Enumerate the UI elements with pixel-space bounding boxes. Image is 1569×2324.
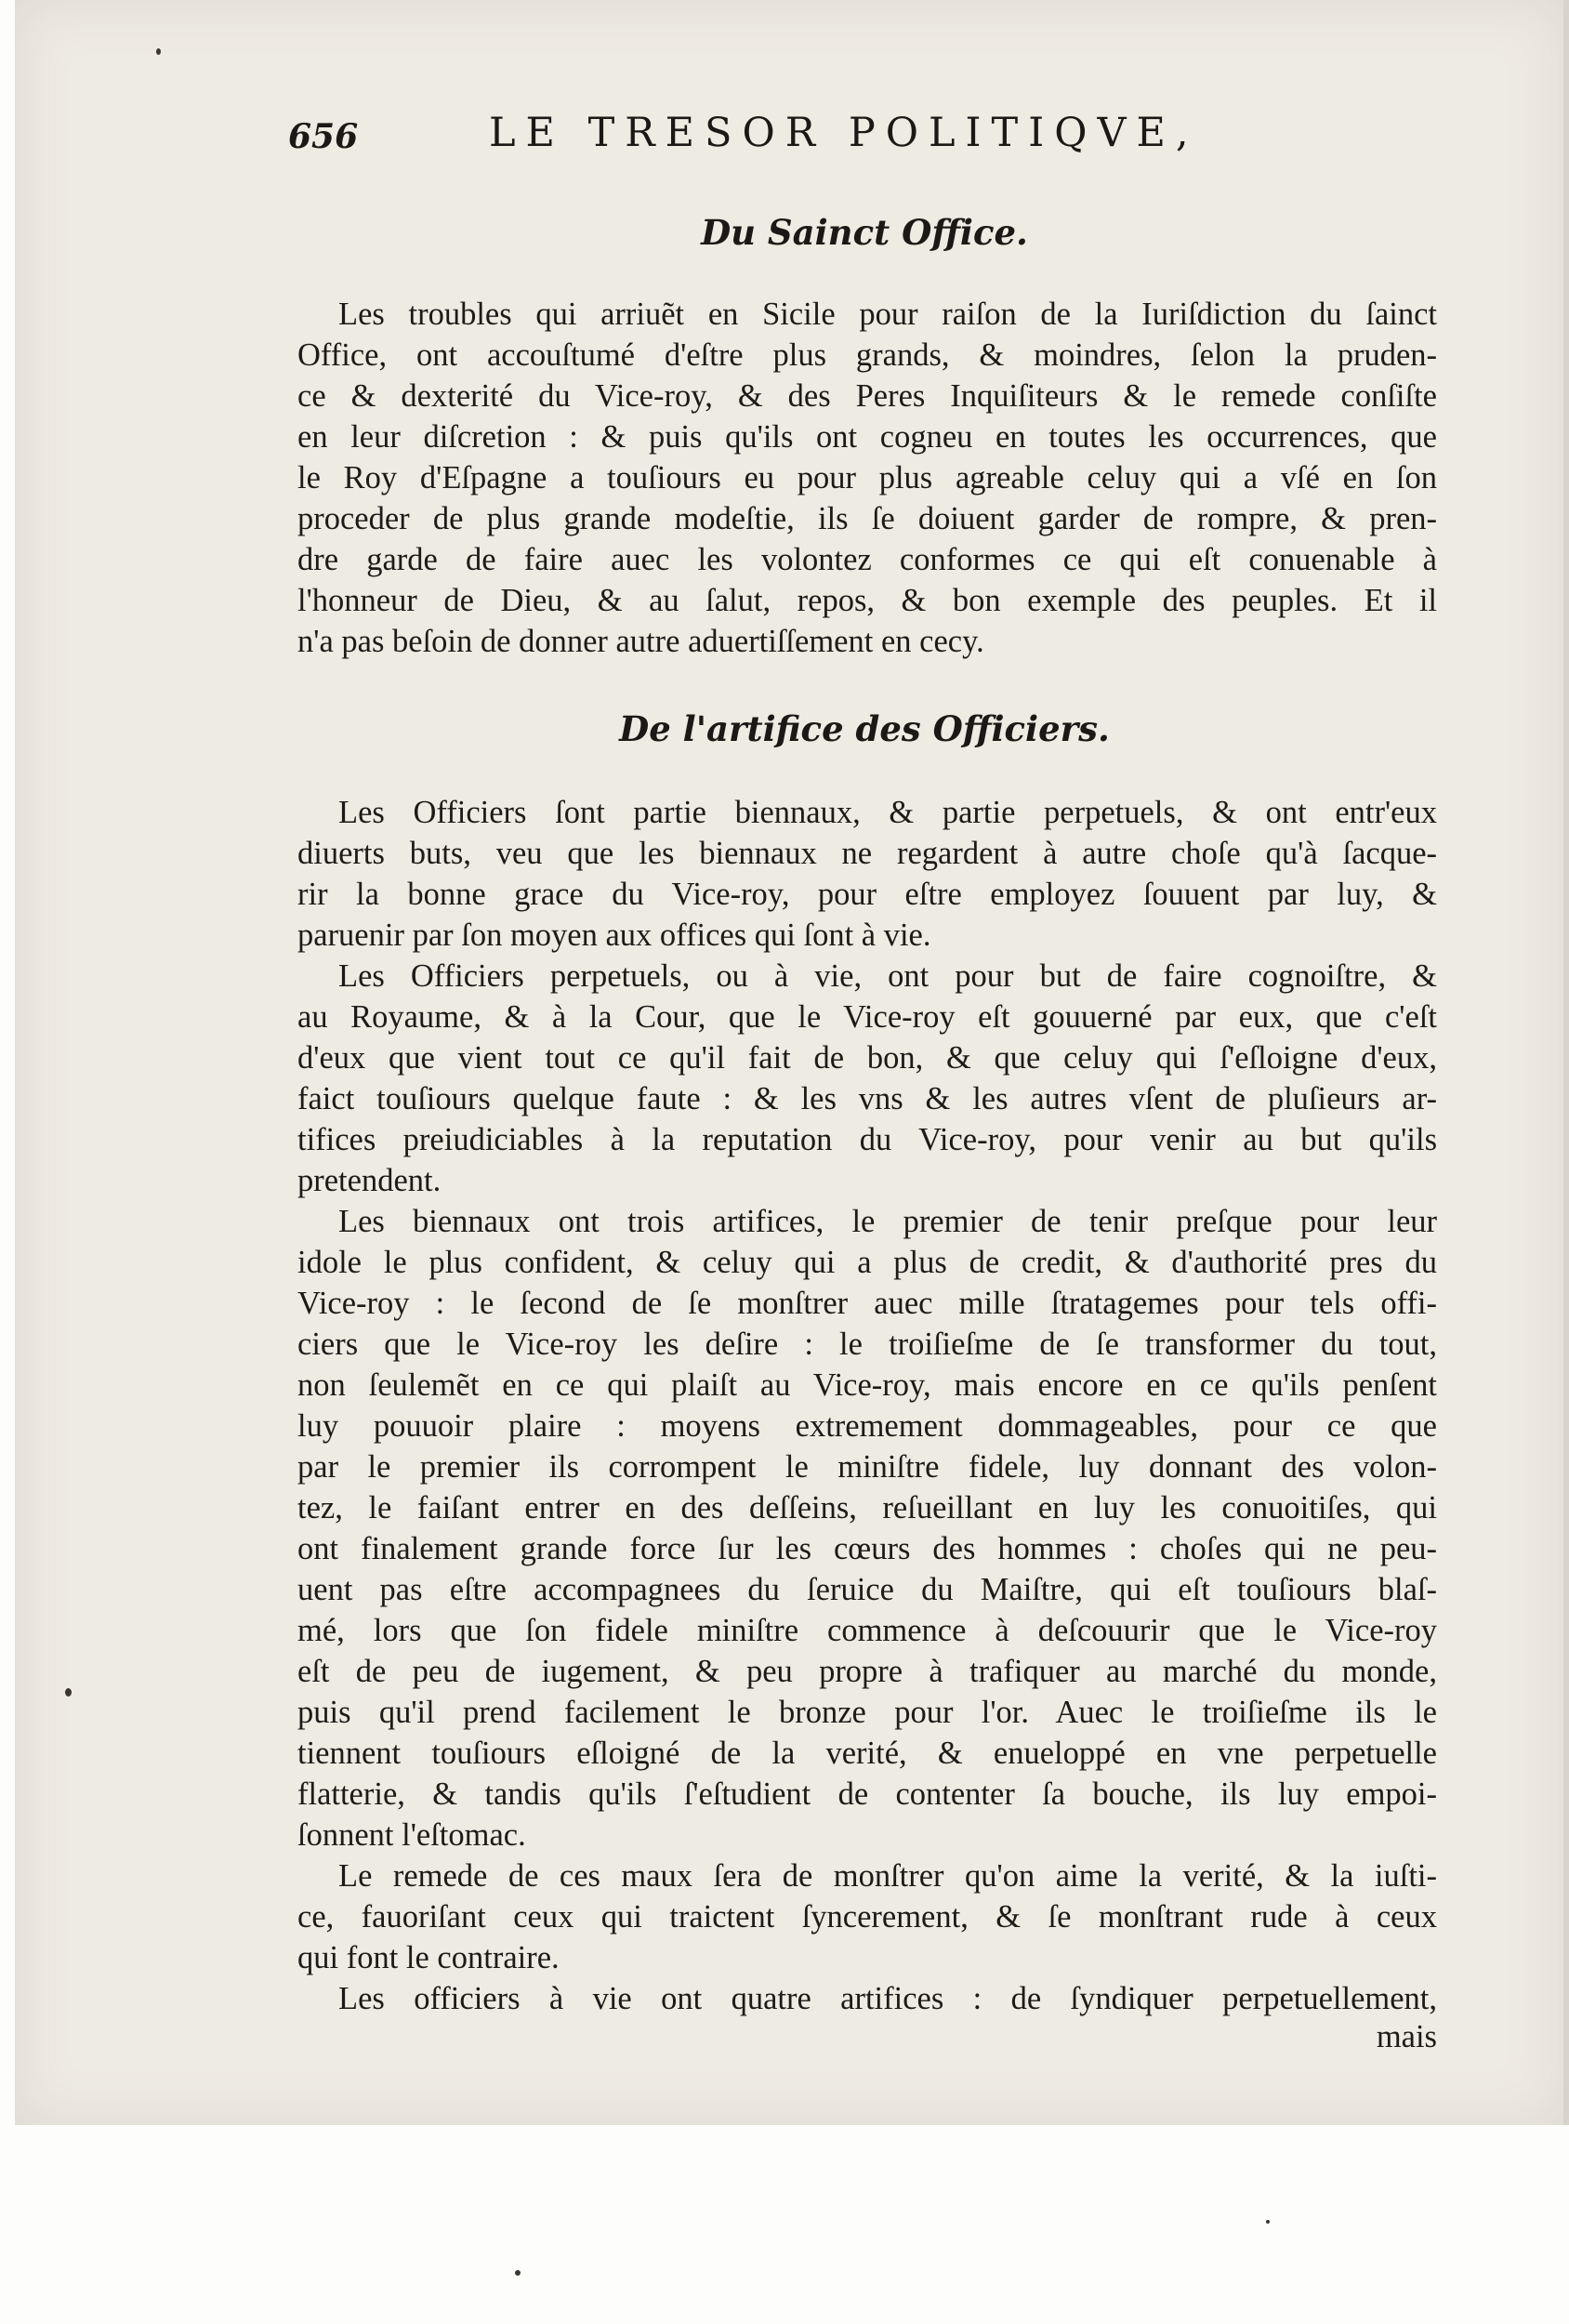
text-line: ſonnent l'eſtomac. — [297, 1817, 526, 1853]
text-line: n'a pas beſoin de donner autre aduertiſſement en cecy. — [297, 624, 984, 659]
text-line: Les officiers à vie ont quatre artifices : de ſyndiquer perpetuellement, — [338, 1981, 1437, 2016]
text-line: flatterie, & tandis qu'ils ſ'eſtudient de contenter ſa bouche, ils luy empoi- — [297, 1776, 1437, 1812]
text-line: eſt de peu de iugement, & peu propre à trafiquer au marché du monde, — [297, 1654, 1437, 1689]
text-line: proceder de plus grande modeſtie, ils ſe doiuent garder de rompre, & pren- — [297, 501, 1437, 536]
text-line: Les Officiers ſont partie biennaux, & partie perpetuels, & ont entr'eux — [338, 795, 1437, 830]
text-line: Le remede de ces maux ſera de monſtrer qu'on aime la verité, & la iuſti- — [338, 1858, 1437, 1894]
text-line: qui font le contraire. — [297, 1940, 560, 1975]
section-heading-artifice-officiers: De l'artifice des Officiers. — [619, 708, 1110, 749]
text-line: paruenir par ſon moyen aux offices qui ſont à vie. — [297, 918, 931, 953]
text-line: ont finalement grande force ſur les cœurs des hommes : choſes qui ne peu- — [297, 1531, 1437, 1566]
section-heading-saint-office: Du Sainct Office. — [701, 212, 1028, 253]
text-line: faict touſiours quelque faute : & les vns & les autres vſent de pluſieurs ar- — [297, 1081, 1437, 1116]
catchword: mais — [1376, 2019, 1437, 2054]
text-line: uent pas eſtre accompagnees du ſeruice du Maiſtre, qui eſt touſiours blaſ- — [297, 1572, 1437, 1607]
paper-speck — [515, 2270, 521, 2276]
text-line: au Royaume, & à la Cour, que le Vice-roy eſt gouuerné par eux, que c'eſt — [297, 999, 1437, 1035]
text-line: le Roy d'Eſpagne a touſiours eu pour plus agreable celuy qui a vſé en ſon — [297, 460, 1437, 495]
text-line: puis qu'il prend facilement le bronze pour l'or. Auec le troiſieſme ils le — [297, 1695, 1437, 1730]
text-line: idole le plus confident, & celuy qui a plus de credit, & d'authorité pres du — [297, 1245, 1437, 1280]
page-number: 656 — [288, 117, 359, 156]
text-line: mé, lors que ſon fidele miniſtre commence à deſcouurir que le Vice-roy — [297, 1613, 1437, 1648]
text-line: rir la bonne grace du Vice-roy, pour eſtre employez ſouuent par luy, & — [297, 877, 1437, 912]
text-line: Les troubles qui arriuẽt en Sicile pour raiſon de la Iuriſdiction du ſainct — [338, 297, 1437, 332]
text-line: ce & dexterité du Vice-roy, & des Peres Inquiſiteurs & le remede conſiſte — [297, 378, 1437, 414]
text-line: Office, ont accouſtumé d'eſtre plus grands, & moindres, ſelon la pruden- — [297, 337, 1437, 373]
text-line: non ſeulemẽt en ce qui plaiſt au Vice-roy, mais encore en ce qu'ils penſent — [297, 1367, 1437, 1403]
page-header — [288, 110, 1441, 165]
text-line: Les Officiers perpetuels, ou à vie, ont pour but de faire cognoiſtre, & — [338, 958, 1437, 994]
text-line: luy pouuoir plaire : moyens extremement dommageables, pour ce que — [297, 1408, 1437, 1444]
running-title: LE TRESOR POLITIQVE, — [489, 110, 1199, 156]
text-line: ciers que le Vice-roy les deſire : le troiſieſme de ſe transformer du tout, — [297, 1327, 1437, 1362]
text-line: en leur diſcretion : & puis qu'ils ont cogneu en toutes les occurrences, que — [297, 419, 1437, 455]
text-line: d'eux que vient tout ce qu'il fait de bon, & que celuy qui ſ'eſloigne d'eux, — [297, 1040, 1437, 1076]
text-line: tiennent touſiours eſloigné de la verité, & enueloppé en vne perpetuelle — [297, 1736, 1437, 1771]
paper-speck — [156, 48, 161, 55]
text-line: l'honneur de Dieu, & au ſalut, repos, & bon exemple des peuples. Et il — [297, 583, 1437, 618]
text-line: Vice-roy : le ſecond de ſe monſtrer auec mille ſtratagemes pour tels offi- — [297, 1286, 1437, 1321]
text-line: ce, fauoriſant ceux qui traictent ſyncerement, & ſe monſtrant rude à ceux — [297, 1899, 1437, 1934]
paper-speck — [65, 1688, 72, 1697]
text-line: diuerts buts, veu que les biennaux ne regardent à autre choſe qu'à ſacque- — [297, 836, 1437, 871]
paper-speck — [1266, 2220, 1270, 2224]
text-line: Les biennaux ont trois artifices, le premier de tenir preſque pour leur — [338, 1204, 1437, 1239]
text-line: par le premier ils corrompent le miniſtre fidele, luy donnant des volon- — [297, 1449, 1437, 1485]
text-line: tez, le faiſant entrer en des deſſeins, reſueillant en luy les conuoitiſes, qui — [297, 1490, 1437, 1525]
text-line: dre garde de faire auec les volontez conformes ce qui eſt conuenable à — [297, 542, 1437, 577]
text-line: pretendent. — [297, 1163, 442, 1198]
page-edge — [1563, 0, 1569, 2125]
text-line: tifices preiudiciables à la reputation du Vice-roy, pour venir au but qu'ils — [297, 1122, 1437, 1157]
